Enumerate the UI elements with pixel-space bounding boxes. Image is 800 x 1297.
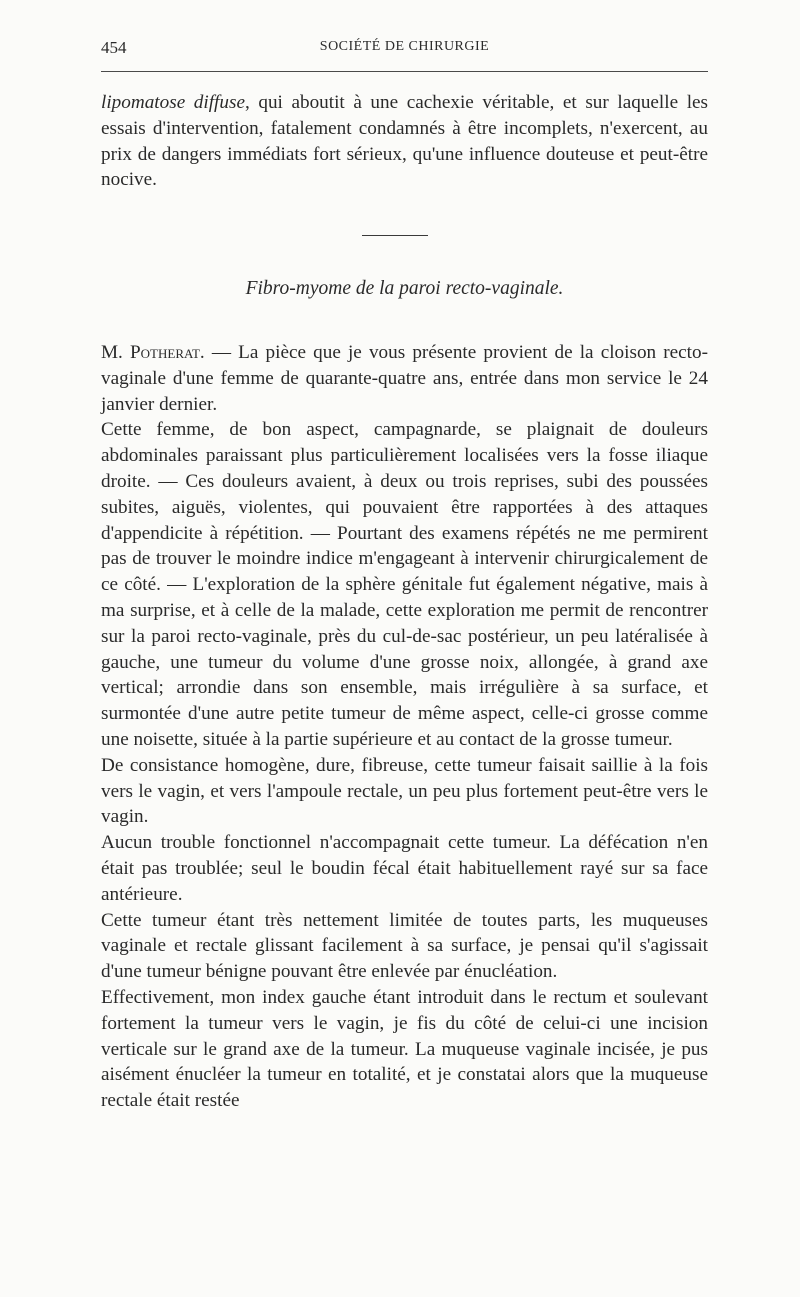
paragraph: De consistance homogène, dure, fibreuse, cette tumeur faisait saillie à la fois vers le vagin, et vers l'ampoule rectale, un peu plus fortement peut-être vers le vagin. [101,754,708,828]
continuation-text: , qui aboutit à une cachexie véritable, et sur laquelle les essais d'intervention, fatalement condamnés à être incomplets, n'exercent, au prix de dangers immédiats fort sérieux, qu'une influence douteuse et peut-être nocive. [101,92,709,191]
speaker-name: M. Potherat. [101,342,205,363]
paragraph: Aucun trouble fonctionnel n'accompagnait cette tumeur. La défécation n'en était pas troublée; seul le boudin fécal était habituellement rayé sur sa face antérieure. [101,832,708,905]
article-body [101,340,708,1114]
section-title: Fibro-myome de la paroi recto-vaginale. [245,278,564,299]
paragraph: Cette tumeur étant très nettement limitée de toutes parts, les muqueuses vaginale et rectale glissant facilement à sa surface, je pensai qu'il s'agissait d'une tumeur bénigne pouvant être enlevée par énucléation. [101,909,708,983]
paragraph-text: — La pièce que je vous présente provient de la cloison recto-vaginale d'une femme de quarante-quatre ans, entrée dans mon service le 24 janvier dernier. [101,342,709,415]
header-rule [101,71,708,72]
section-separator [362,235,428,236]
paragraph [101,340,708,417]
paragraph: Cette femme, de bon aspect, campagnarde, se plaignait de douleurs abdominales paraissant plus particulièrement localisées vers la fosse iliaque droite. — Ces douleurs avaient, à deux ou trois reprises, subi des poussées subites, aiguës, violentes, qui pouvaient être rapportées à des attaques d'appendicite à répétition. — Pourtant des examens répétés ne me permirent pas de trouver le moindre indice m'engageant à intervenir chirurgicalement de ce côté. — L'exploration de la sphère génitale fut également négative, mais à ma surprise, et à celle de la malade, cette exploration me permit de rencontrer sur la paroi recto-vaginale, près du cul-de-sac postérieur, un peu latéralisée à gauche, une tumeur du volume d'une grosse noix, allongée, à grand axe vertical; arrondie dans son ensemble, mais irrégulière à sa surface, et surmontée d'une autre petite tumeur de même aspect, celle-ci grosse comme une noisette, située à la partie supérieure et au contact de la grosse tumeur. [101,419,708,750]
paragraph: Effectivement, mon index gauche étant introduit dans le rectum et soulevant fortement la tumeur vers le vagin, je fis du côté de celui-ci une incision verticale sur le grand axe de la tumeur. La muqueuse vaginale incisée, je pus aisément énucléer la tumeur en totalité, et je constatai alors que la muqueuse rectale était restée [101,986,708,1112]
page-header [101,38,708,60]
italic-term: lipomatose diffuse [101,92,245,113]
page-number: 454 [101,38,127,57]
continuation-paragraph [101,90,708,193]
running-head: SOCIÉTÉ DE CHIRURGIE [319,39,490,54]
